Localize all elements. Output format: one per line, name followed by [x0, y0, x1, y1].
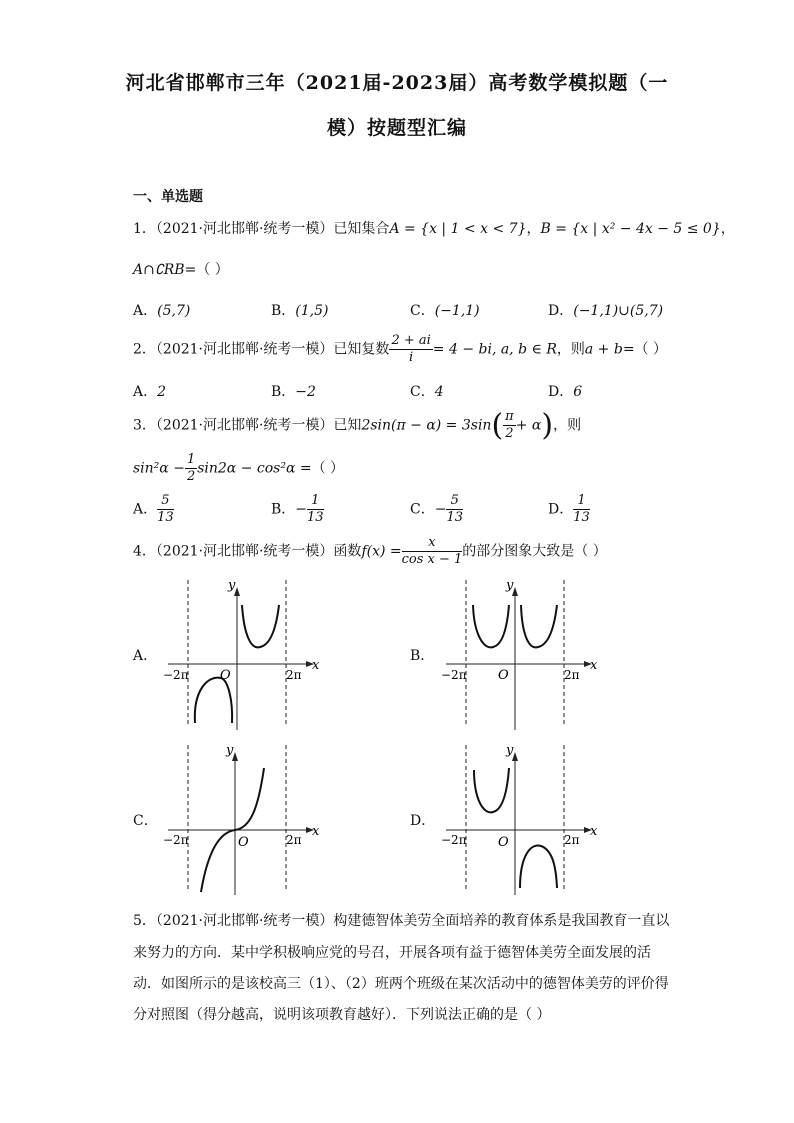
- q2-frac-den: i: [409, 350, 414, 365]
- q4-frac-den: cos x − 1: [401, 552, 463, 567]
- q3-expr-right: + α: [515, 417, 542, 434]
- option-sign: −: [295, 501, 308, 518]
- question-5-line4: 分对照图（得分越高，说明该项教育越好）．下列说法正确的是（ ）: [133, 1007, 551, 1023]
- q3-line2-fraction: [185, 452, 197, 485]
- origin-label: O: [238, 835, 249, 850]
- origin-label: O: [498, 668, 509, 683]
- q4-prefix: 4．（2021·河北邯郸·统考一模）函数: [133, 543, 362, 560]
- q3-option-d[interactable]: [548, 493, 590, 526]
- question-1-stem: [133, 218, 735, 238]
- option-value: (−1,1)∪(5,7): [573, 303, 664, 319]
- q3-line2-a: sin²α −: [133, 460, 185, 477]
- option-frac-num: 5: [157, 493, 174, 510]
- question-5-line3: 动．如图所示的是该校高三（1）、（2）班两个班级在某次活动中的德智体美劳的评价得: [133, 976, 669, 992]
- q4-option-a-label[interactable]: A．: [133, 648, 158, 664]
- curve-left-branch: [195, 678, 232, 723]
- curve-right-branch: [242, 605, 279, 647]
- q1-expression: A∩∁RB: [133, 262, 185, 278]
- option-frac-den: 13: [446, 510, 463, 525]
- pos-2pi-label: 2π: [286, 833, 302, 847]
- q4-fx: f(x) =: [361, 543, 402, 560]
- y-label: y: [506, 743, 514, 758]
- q2-end: ，则: [556, 341, 585, 358]
- q4-option-d-label[interactable]: D．: [410, 813, 436, 829]
- q2-prefix: 2．（2021·河北邯郸·统考一模）已知复数: [133, 341, 390, 358]
- q4-graph-c[interactable]: [158, 740, 328, 900]
- option-fraction: [157, 493, 174, 526]
- q3-line2-frac-den: 2: [186, 469, 196, 484]
- option-label: D．: [548, 384, 574, 400]
- question-5-line2: 来努力的方向．某中学积极响应党的号召，开展各项有益于德智体美劳全面发展的活: [133, 945, 651, 961]
- q4-option-c-label[interactable]: C．: [133, 813, 158, 829]
- option-label: C．: [410, 384, 435, 400]
- pos-2pi-label: 2π: [564, 668, 580, 682]
- curve-left-branch: [473, 605, 509, 647]
- q1-set-a: A = {x | 1 < x < 7}: [389, 221, 527, 237]
- option-frac-num: 1: [307, 493, 324, 510]
- y-label: y: [228, 578, 236, 593]
- origin-label: O: [498, 835, 509, 850]
- q1-set-b: B = {x | x² − 4x − 5 ≤ 0}: [540, 221, 721, 237]
- q1-sep: ，: [526, 221, 541, 237]
- q3-frac-num: π: [505, 409, 514, 424]
- q4-graph-b[interactable]: [436, 575, 606, 735]
- q4-graph-d[interactable]: [436, 740, 606, 900]
- neg-2pi-label: −2π: [163, 668, 189, 682]
- q3-right-paren: ): [541, 408, 554, 443]
- origin-label: O: [220, 668, 231, 683]
- q3-option-a[interactable]: [133, 493, 174, 526]
- option-label: B．: [271, 303, 296, 319]
- q1-ask: =（ ）: [184, 262, 229, 278]
- q1-option-c[interactable]: [410, 300, 480, 320]
- q2-option-a[interactable]: [133, 381, 166, 401]
- pos-2pi-label: 2π: [564, 833, 580, 847]
- option-label: A．: [133, 501, 158, 518]
- neg-2pi-label: −2π: [441, 833, 467, 847]
- q4-fraction: [402, 535, 463, 568]
- question-1-line2: [133, 259, 229, 279]
- q1-prefix: 1．（2021·河北邯郸·统考一模）已知集合: [133, 221, 390, 237]
- q2-ask-expr: a + b: [584, 341, 623, 358]
- option-frac-den: 13: [573, 510, 590, 525]
- q2-tail: =（ ）: [622, 341, 667, 358]
- curve-right-branch: [521, 605, 557, 647]
- neg-2pi-label: −2π: [441, 668, 467, 682]
- q3-line2-b: sin2α − cos²α =: [197, 460, 312, 477]
- q1-option-a[interactable]: [133, 300, 190, 320]
- option-frac-num: 5: [446, 493, 463, 510]
- curve-right-branch: [520, 846, 557, 888]
- section-heading: 一、单选题: [133, 189, 203, 205]
- option-value: (5,7): [157, 303, 191, 319]
- q3-frac-den: 2: [505, 426, 514, 441]
- q2-equation: = 4 − bi, a, b ∈ R: [432, 341, 557, 358]
- q3-line2-tail: （ ）: [311, 460, 345, 477]
- x-label: x: [312, 824, 320, 839]
- q3-option-b[interactable]: [271, 493, 324, 526]
- option-label: D．: [548, 303, 574, 319]
- y-label: y: [506, 578, 514, 593]
- pos-2pi-label: 2π: [286, 668, 302, 682]
- question-3-stem: [133, 408, 581, 443]
- question-4-stem: [133, 535, 607, 568]
- option-label: C．: [410, 501, 435, 518]
- curve-left-branch: [474, 768, 509, 812]
- question-2-stem: [133, 333, 667, 366]
- q4-tail: 的部分图象大致是（ ）: [462, 543, 607, 560]
- q3-expr-left: 2sin(π − α) = 3sin: [361, 417, 492, 434]
- option-frac-num: 1: [573, 493, 590, 510]
- q3-left-paren: (: [491, 408, 504, 443]
- option-label: C．: [410, 303, 435, 319]
- q1-option-d[interactable]: [548, 300, 663, 320]
- option-label: B．: [271, 384, 296, 400]
- option-frac-den: 13: [157, 510, 174, 525]
- q3-prefix: 3．（2021·河北邯郸·统考一模）已知: [133, 417, 362, 434]
- option-label: D．: [548, 501, 574, 518]
- q2-option-d[interactable]: [548, 381, 582, 401]
- q3-fraction: [503, 409, 516, 442]
- q3-end: ，则: [553, 417, 582, 434]
- option-label: A．: [133, 303, 158, 319]
- option-value: 2: [157, 384, 167, 400]
- q2-fraction: [389, 333, 432, 366]
- question-5-line1: 5．（2021·河北邯郸·统考一模）构建德智体美劳全面培养的教育体系是我国教育一直以: [133, 913, 670, 929]
- option-value: 4: [434, 384, 444, 400]
- option-frac-den: 13: [307, 510, 324, 525]
- option-value: 6: [573, 384, 583, 400]
- option-label: B．: [271, 501, 296, 518]
- option-value: (−1,1): [434, 303, 480, 319]
- option-fraction: [307, 493, 324, 526]
- option-value: −2: [295, 384, 316, 400]
- q4-option-b-label[interactable]: B．: [410, 648, 435, 664]
- x-label: x: [590, 658, 598, 673]
- neg-2pi-label: −2π: [163, 833, 189, 847]
- option-fraction: [446, 493, 463, 526]
- option-label: A．: [133, 384, 158, 400]
- q1-end: ，: [720, 221, 735, 237]
- q4-graph-a[interactable]: [158, 575, 328, 735]
- q3-line2-frac-num: 1: [186, 452, 196, 467]
- q2-option-b[interactable]: [271, 381, 316, 401]
- q4-frac-num: x: [402, 535, 463, 552]
- option-sign: −: [434, 501, 447, 518]
- x-label: x: [590, 824, 598, 839]
- option-fraction: [573, 493, 590, 526]
- page-title-line2: 模）按题型汇编: [326, 117, 467, 139]
- q2-frac-num: 2 + ai: [391, 333, 431, 348]
- q3-option-c[interactable]: [410, 493, 463, 526]
- q1-option-b[interactable]: [271, 300, 329, 320]
- x-label: x: [312, 658, 320, 673]
- q2-option-c[interactable]: [410, 381, 444, 401]
- option-value: (1,5): [295, 303, 329, 319]
- question-3-line2: [133, 452, 344, 485]
- y-label: y: [226, 743, 234, 758]
- page-title-line1: 河北省邯郸市三年（2021届-2023届）高考数学模拟题（一: [125, 72, 669, 94]
